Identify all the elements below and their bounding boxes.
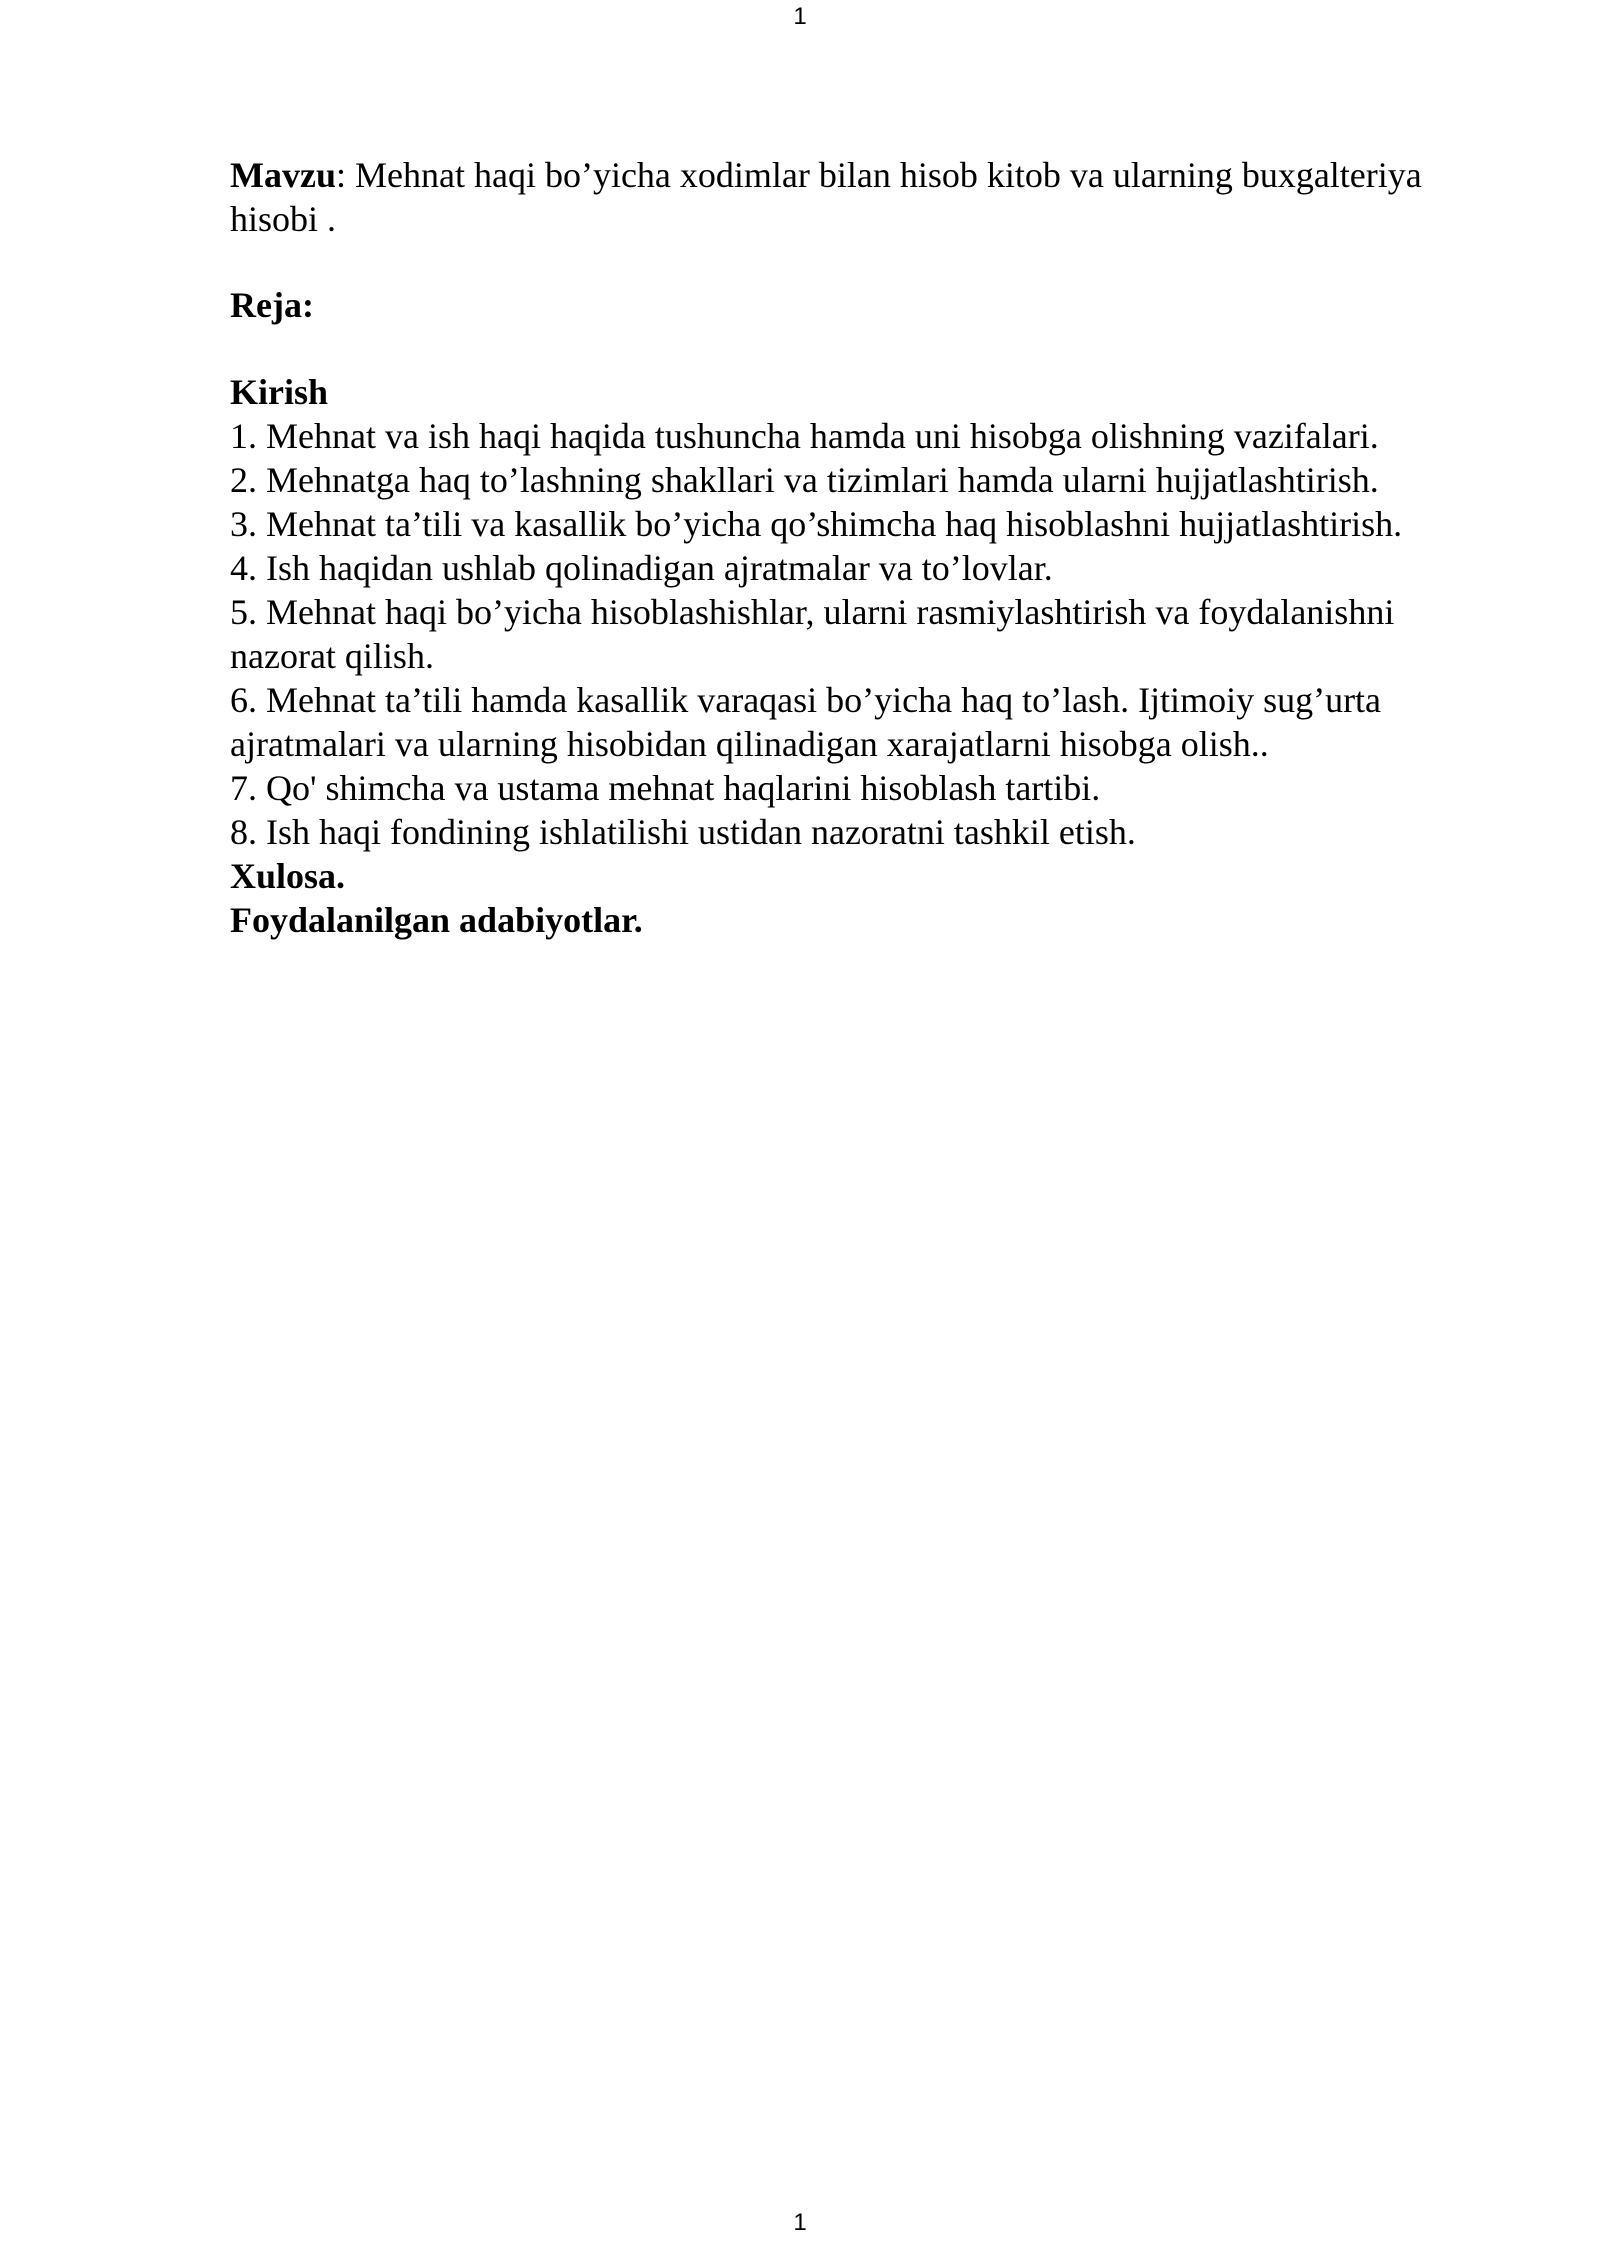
- document-body: [230, 153, 1490, 942]
- plan-item: 5. Mehnat haqi bo’yicha hisoblashishlar, ularni rasmiylashtirish va foydalanishni nazorat qilish.: [230, 592, 1395, 676]
- plan-item: 6. Mehnat ta’tili hamda kasallik varaqasi bo’yicha haq to’lash. Ijtimoiy sug’urta ajratmalari va ularning hisobidan qilinadigan xarajatlarni hisobga olish..: [230, 680, 1382, 764]
- plan-item: 3. Mehnat ta’tili va kasallik bo’yicha qo’shimcha haq hisoblashni hujjatlashtirish.: [230, 504, 1403, 544]
- topic-separator: :: [335, 155, 346, 195]
- plan-list: [230, 414, 1490, 854]
- plan-item: 2. Mehnatga haq to’lashning shakllari va tizimlari hamda ularni hujjatlashtirish.: [230, 460, 1379, 500]
- plan-item: 7. Qo' shimcha va ustama mehnat haqlarini hisoblash tartibi.: [230, 768, 1101, 808]
- page-number-top: 1: [793, 3, 807, 30]
- plan-item: 8. Ish haqi fondining ishlatilishi ustidan nazoratni tashkil etish.: [230, 812, 1136, 852]
- plan-item: 4. Ish haqidan ushlab qolinadigan ajratmalar va to’lovlar.: [230, 548, 1053, 588]
- topic-label: Mavzu: [230, 155, 336, 195]
- plan-conclusion: Xulosa.: [230, 856, 346, 896]
- plan-references: Foydalanilgan adabiyotlar.: [230, 900, 643, 940]
- plan-item: 1. Mehnat va ish haqi haqida tushuncha hamda uni hisobga olishning vazifalari.: [230, 416, 1379, 456]
- plan-heading: Reja:: [230, 285, 314, 325]
- topic-text: Mehnat haqi bo’yicha xodimlar bilan hisob kitob va ularning buxgalteriya hisobi .: [230, 155, 1422, 239]
- page-number-bottom: 1: [793, 2209, 807, 2236]
- topic-paragraph: [230, 153, 1490, 241]
- plan-intro: Kirish: [230, 372, 329, 412]
